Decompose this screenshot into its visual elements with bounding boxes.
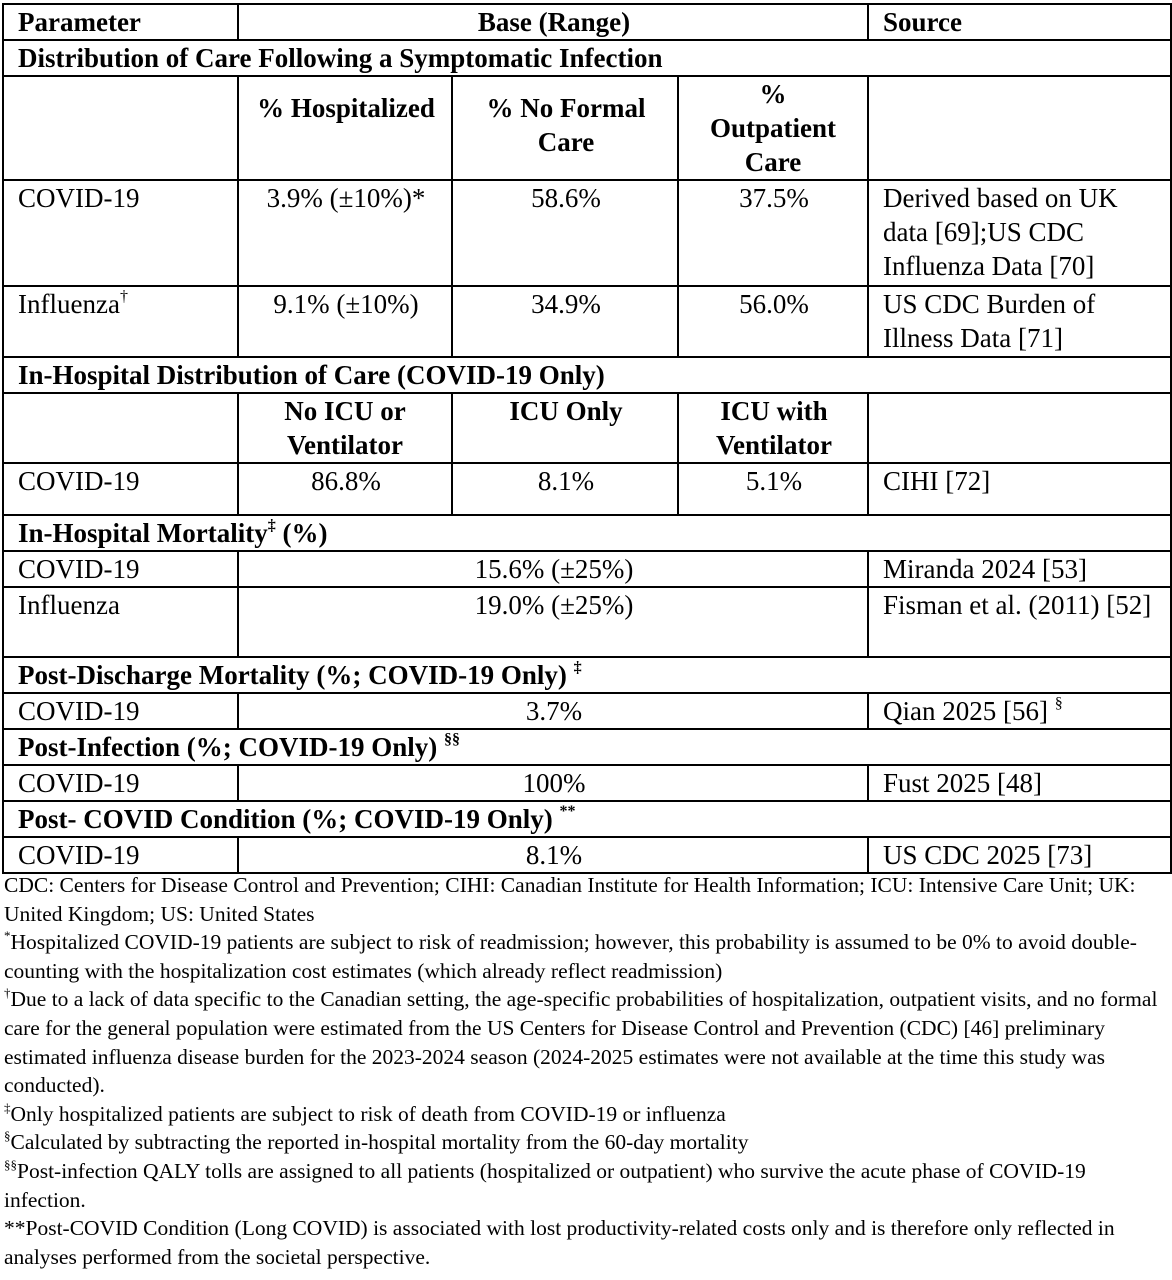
parameters-table [2,3,1172,874]
value-cell: 34.9% [452,286,678,357]
footnote-3 [4,1100,1170,1129]
value-cell: 86.8% [238,463,452,515]
footnote-text: Post-infection QALY tolls are assigned to all patients (hospitalized or outpatient) who survive the acute phase of COVID-19 infection. [4,1158,1086,1212]
section-title-postdischarge [3,657,1171,693]
table-row [3,551,1171,587]
source-cell: CIHI [72] [868,463,1171,515]
value-cell: 8.1% [238,837,868,873]
header-parameter: Parameter [3,4,238,40]
table-row [3,837,1171,873]
footnote-text: Hospitalized COVID-19 patients are subject to risk of readmission; however, this probability is assumed to be 0% to avoid double-counting with the hospitalization cost estimates (which already reflect readmission) [4,930,1137,983]
param-cell: COVID-19 [3,463,238,515]
table-header-row [3,4,1171,40]
section-row-distribution [3,40,1171,76]
section-title-text: In-Hospital Mortality [18,518,268,548]
section-row-postdischarge [3,657,1171,693]
section-title-mortality [3,515,1171,551]
section-title-inhospital: In-Hospital Distribution of Care (COVID-19 Only) [3,357,1171,393]
source-cell [868,693,1171,729]
col-outpatient-care: % Outpatient Care [678,76,868,180]
footnote-text: Only hospitalized patients are subject to risk of death from COVID-19 or influenza [10,1101,726,1126]
footnote-mark: * [4,928,11,944]
col-icu-ventilator: ICU with Ventilator [678,393,868,463]
source-cell: US CDC Burden of Illness Data [71] [868,286,1171,357]
param-cell: COVID-19 [3,837,238,873]
param-cell: COVID-19 [3,551,238,587]
header-base-range: Base (Range) [238,4,868,40]
section-title-postcovid [3,801,1171,837]
footnote-2 [4,985,1170,1099]
source-cell: Fust 2025 [48] [868,765,1171,801]
table-row [3,463,1171,515]
table-row [3,286,1171,357]
table-footnotes [4,871,1170,1271]
section-row-postcovid [3,801,1171,837]
value-cell: 15.6% (±25%) [238,551,868,587]
source-text: Qian 2025 [56] [883,696,1048,726]
value-cell: 58.6% [452,180,678,286]
source-cell: US CDC 2025 [73] [868,837,1171,873]
section-title-distribution: Distribution of Care Following a Symptomatic Infection [3,40,1171,76]
section-row-inhospital [3,357,1171,393]
col-no-icu: No ICU or Ventilator [238,393,452,463]
footnote-4 [4,1128,1170,1157]
param-cell: COVID-19 [3,180,238,286]
value-cell: 3.9% (±10%)* [238,180,452,286]
empty-cell [868,76,1171,180]
section-title-text: Post- COVID Condition (%; COVID-19 Only) [18,804,553,834]
subheader-row-inhospital [3,393,1171,463]
section-title-postinfection [3,729,1171,765]
param-cell: COVID-19 [3,693,238,729]
footnote-abbreviations: CDC: Centers for Disease Control and Prevention; CIHI: Canadian Institute for Health Information; ICU: Intensive Care Unit; UK: United Kingdom; US: United States [4,873,1136,926]
value-cell: 5.1% [678,463,868,515]
col-no-formal-care: % No Formal Care [452,76,678,180]
param-cell [3,286,238,357]
table-row [3,180,1171,286]
footnote-text: Due to a lack of data specific to the Canadian setting, the age-specific probabilities of hospitalization, outpatient visits, and no formal care for the general population were estimated from the US Centers for Disease Control and Prevention (CDC) [46] preliminary estimated influenza disease burden for the 2023-2024 season (2024-2025 estimates were not available at the time this study was conducted). [4,987,1158,1098]
param-text: Influenza [18,289,120,319]
footnote-mark: ‡ [4,1099,11,1115]
subheader-row-distribution [3,76,1171,180]
table-row [3,587,1171,657]
section-title-text: Post-Discharge Mortality (%; COVID-19 Only) [18,660,567,690]
footnote-mark: † [119,288,128,305]
col-icu-only: ICU Only [452,393,678,463]
col-hospitalized: % Hospitalized [238,76,452,180]
section-title-suffix: (%) [275,518,328,548]
section-row-postinfection [3,729,1171,765]
header-source: Source [868,4,1171,40]
source-cell: Fisman et al. (2011) [52] [868,587,1171,657]
value-cell: 19.0% (±25%) [238,587,868,657]
value-cell: 9.1% (±10%) [238,286,452,357]
value-cell: 56.0% [678,286,868,357]
table-row [3,693,1171,729]
footnote-mark: § [1054,695,1063,712]
footnote-mark: † [4,985,11,1001]
source-cell: Miranda 2024 [53] [868,551,1171,587]
value-cell: 100% [238,765,868,801]
footnote-mark: ‡ [573,659,582,676]
table-row [3,765,1171,801]
footnote-mark: § [4,1128,11,1144]
param-cell: COVID-19 [3,765,238,801]
footnote-text: Calculated by subtracting the reported in-hospital mortality from the 60-day mortality [10,1130,749,1155]
section-title-text: Post-Infection (%; COVID-19 Only) [18,732,438,762]
value-cell: 37.5% [678,180,868,286]
footnote-6: **Post-COVID Condition (Long COVID) is associated with lost productivity-related costs only and is therefore only reflected in analyses performed from the societal perspective. [4,1216,1115,1269]
value-cell: 8.1% [452,463,678,515]
empty-cell [3,76,238,180]
value-cell: 3.7% [238,693,868,729]
footnote-mark: §§ [443,731,460,748]
section-row-mortality [3,515,1171,551]
footnote-5 [4,1157,1170,1214]
footnote-1 [4,928,1170,985]
param-cell: Influenza [3,587,238,657]
footnote-mark: ** [559,803,576,820]
footnote-mark: §§ [4,1156,17,1172]
empty-cell [3,393,238,463]
empty-cell [868,393,1171,463]
source-cell: Derived based on UK data [69];US CDC Influenza Data [70] [868,180,1171,286]
footnote-mark: ‡ [267,517,276,534]
